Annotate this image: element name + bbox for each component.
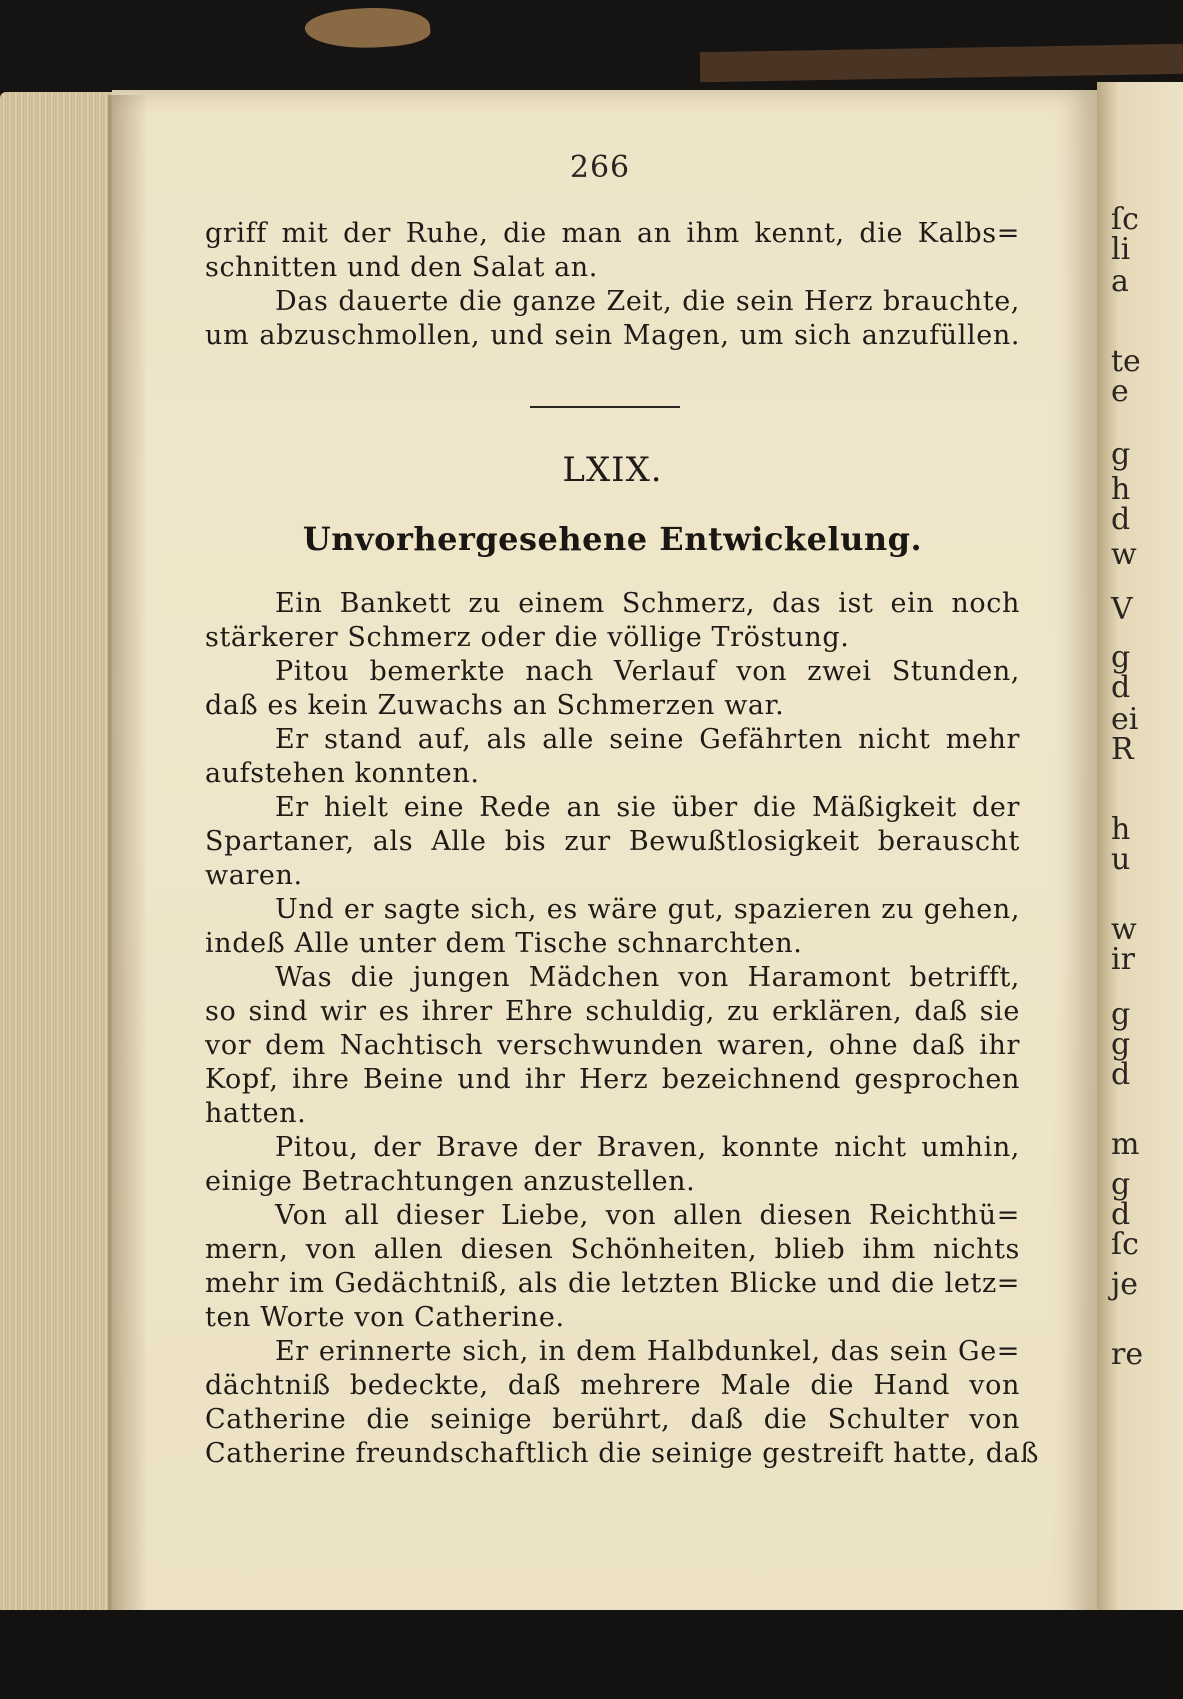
- chapter-number: LXIX.: [562, 450, 663, 490]
- text-line: Pitou bemerkte nach Verlauf von zwei Stunden,: [275, 656, 1020, 687]
- facing-page-fragment: g: [1111, 1167, 1131, 1202]
- text-line: Was die jungen Mädchen von Haramont betrifft,: [275, 962, 1020, 993]
- text-line: Er stand auf, als alle seine Gefährten nicht mehr: [275, 724, 1020, 755]
- facing-page-fragment: g: [1111, 640, 1131, 675]
- text-line: dächtniß bedeckte, daß mehrere Male die Hand von: [205, 1370, 1020, 1401]
- text-line: hatten.: [205, 1098, 307, 1129]
- facing-page-fragment: V: [1111, 592, 1133, 627]
- background-bottom: [0, 1610, 1183, 1699]
- text-line: Von all dieser Liebe, von allen diesen Reichthü=: [275, 1200, 1020, 1231]
- facing-page-fragment: d: [1111, 1057, 1131, 1092]
- text-line: Das dauerte die ganze Zeit, die sein Herz brauchte,: [275, 286, 1020, 317]
- facing-page-fragment: R: [1111, 732, 1134, 767]
- text-line: Ein Bankett zu einem Schmerz, das ist ein noch: [275, 588, 1020, 619]
- facing-page: [1097, 82, 1183, 1642]
- page-number: 266: [569, 150, 631, 185]
- facing-page-fragment: g: [1111, 1027, 1131, 1062]
- facing-page-fragment: d: [1111, 502, 1131, 537]
- text-line: Catherine die seinige berührt, daß die Schulter von: [205, 1404, 1020, 1435]
- text-line: waren.: [205, 860, 303, 891]
- facing-page-fragment: g: [1111, 437, 1131, 472]
- text-line: Pitou, der Brave der Braven, konnte nicht umhin,: [275, 1132, 1020, 1163]
- text-line: Und er sagte sich, es wäre gut, spazieren zu gehen,: [275, 894, 1020, 925]
- text-line: mehr im Gedächtniß, als die letzten Blicke und die letz=: [205, 1268, 1020, 1299]
- facing-page-fragment: a: [1111, 264, 1129, 299]
- text-line: so sind wir es ihrer Ehre schuldig, zu erklären, daß sie: [205, 996, 1020, 1027]
- facing-page-fragment: ſc: [1111, 1227, 1139, 1262]
- facing-page-fragment: u: [1111, 842, 1131, 877]
- page-stack-edge: [0, 92, 115, 1647]
- facing-page-fragment: h: [1111, 812, 1131, 847]
- facing-page-fragment: li: [1111, 232, 1131, 267]
- text-line: einige Betrachtungen anzustellen.: [205, 1166, 696, 1197]
- facing-page-fragment: ir: [1111, 942, 1135, 977]
- text-line: stärkerer Schmerz oder die völlige Tröstung.: [205, 622, 850, 653]
- facing-page-fragment: te: [1111, 344, 1141, 379]
- facing-page-fragment: m: [1111, 1127, 1140, 1162]
- text-line: mern, von allen diesen Schönheiten, blieb ihm nichts: [205, 1234, 1020, 1265]
- text-line: Er hielt eine Rede an sie über die Mäßigkeit der: [275, 792, 1020, 823]
- facing-page-fragment: e: [1111, 374, 1129, 409]
- gutter-shadow: [108, 95, 148, 1645]
- text-line: griff mit der Ruhe, die man an ihm kennt, die Kalbs=: [205, 218, 1020, 249]
- text-line: daß es kein Zuwachs an Schmerzen war.: [205, 690, 785, 721]
- facing-page-fragment: ſc: [1111, 202, 1139, 237]
- text-line: um abzuschmollen, und sein Magen, um sich anzufüllen.: [205, 320, 1020, 351]
- text-line: Catherine freundschaftlich die seinige gestreift hatte, daß: [205, 1438, 1039, 1469]
- facing-page-fragment: ei: [1111, 702, 1139, 737]
- facing-page-fragment: w: [1111, 537, 1137, 572]
- text-line: Spartaner, als Alle bis zur Bewußtlosigkeit berauscht: [205, 826, 1020, 857]
- section-divider: [530, 406, 680, 408]
- text-line: vor dem Nachtisch verschwunden waren, ohne daß ihr: [205, 1030, 1020, 1061]
- facing-page-fragment: je: [1111, 1267, 1139, 1302]
- text-line: ten Worte von Catherine.: [205, 1302, 565, 1333]
- facing-page-fragment: d: [1111, 670, 1131, 705]
- facing-page-fragment: w: [1111, 912, 1137, 947]
- chapter-title: Unvorhergesehene Entwickelung.: [302, 520, 923, 558]
- text-line: aufstehen konnten.: [205, 758, 480, 789]
- text-line: schnitten und den Salat an.: [205, 252, 598, 283]
- facing-page-fragment: g: [1111, 997, 1131, 1032]
- text-line: Kopf, ihre Beine und ihr Herz bezeichnend gesprochen: [205, 1064, 1020, 1095]
- text-line: Er erinnerte sich, in dem Halbdunkel, das sein Ge=: [275, 1336, 1020, 1367]
- facing-page-fragment: re: [1111, 1337, 1144, 1372]
- facing-page-fragment: d: [1111, 1197, 1131, 1232]
- facing-page-fragment: h: [1111, 472, 1131, 507]
- text-line: indeß Alle unter dem Tische schnarchten.: [205, 928, 803, 959]
